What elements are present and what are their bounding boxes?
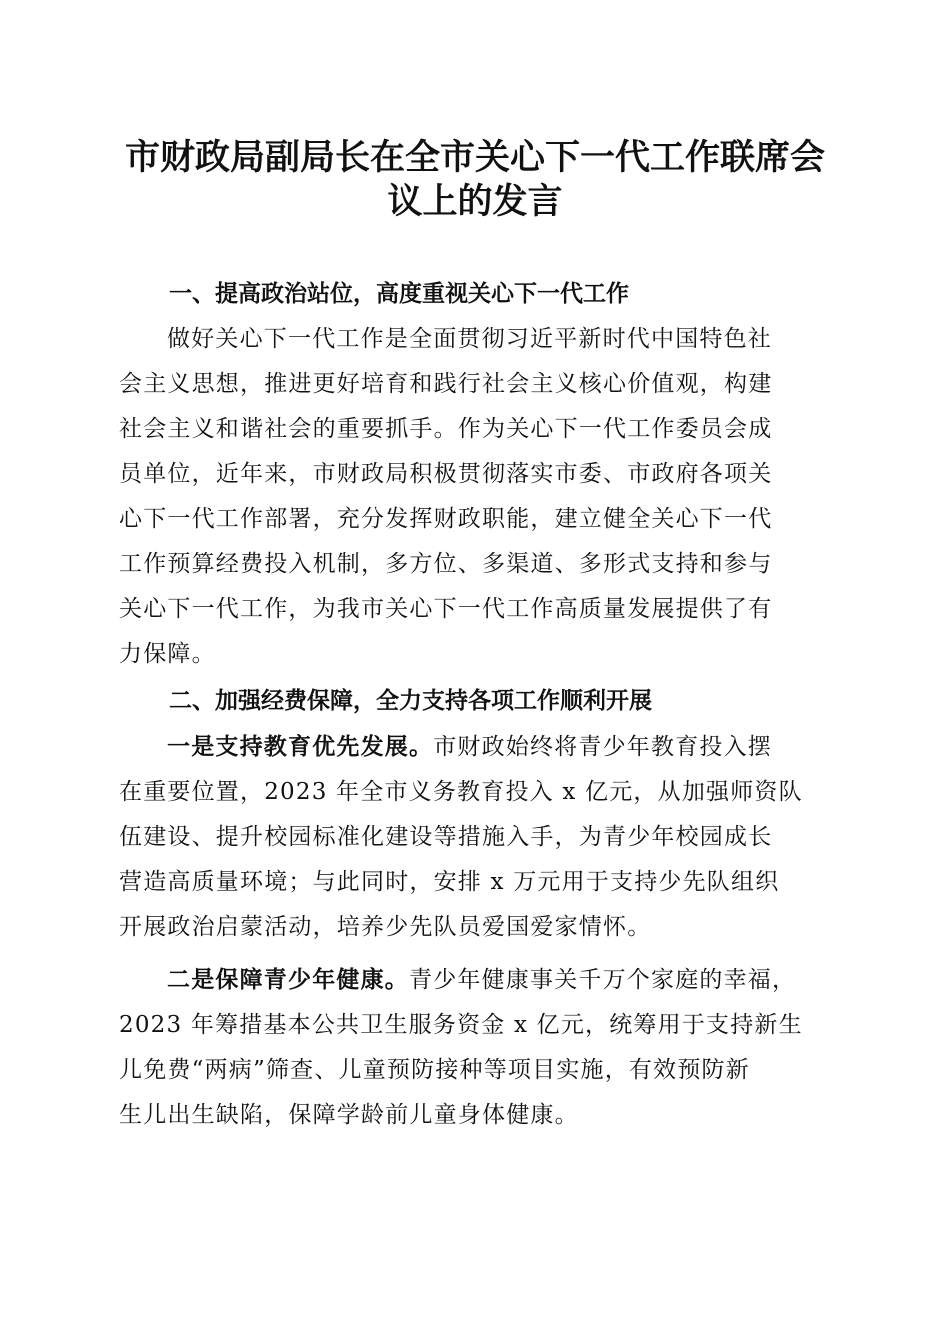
paragraph-line: 营造高质量环境；与此同时，安排 x 万元用于支持少先队组织	[119, 869, 780, 895]
document-title	[100, 136, 850, 224]
title-line-1: 市财政局副局长在全市关心下一代工作联席会	[124, 137, 825, 178]
paragraph-line: 生儿出生缺陷，保障学龄前儿童身体健康。	[119, 1102, 579, 1128]
paragraph-line: 2023 年筹措基本公共卫生服务资金 x 亿元，统筹用于支持新生	[119, 1012, 803, 1038]
paragraph-line	[119, 724, 831, 770]
paragraph-line: 做好关心下一代工作是全面贯彻习近平新时代中国特色社	[167, 326, 772, 352]
section-2-heading: 二、加强经费保障，全力支持各项工作顺利开展	[169, 688, 652, 714]
item-2-first-line-rest: 青少年健康事关千万个家庭的幸福，	[409, 967, 797, 993]
paragraph-line: 心下一代工作部署，充分发挥财政职能，建立健全关心下一代	[119, 506, 773, 532]
paragraph-line: 儿免费“两病”筛查、儿童预防接种等项目实施，有效预防新	[119, 1057, 750, 1083]
section-1-paragraph	[119, 317, 831, 677]
paragraph-line: 工作预算经费投入机制，多方位、多渠道、多形式支持和参与	[119, 551, 773, 577]
title-line-2: 议上的发言	[387, 181, 563, 222]
section-2-item-1-paragraph	[119, 724, 831, 950]
item-1-first-line-rest: 市财政始终将青少年教育投入摆	[433, 734, 773, 760]
document-body	[119, 272, 831, 1138]
item-2-lead: 二是保障青少年健康。	[167, 966, 409, 993]
paragraph-line: 在重要位置，2023 年全市义务教育投入 x 亿元，从加强师资队	[119, 779, 803, 805]
paragraph-line	[119, 957, 831, 1003]
section-1-heading: 一、提高政治站位，高度重视关心下一代工作	[169, 281, 629, 307]
paragraph-line: 会主义思想，推进更好培育和践行社会主义核心价值观，构建	[119, 371, 773, 397]
paragraph-line: 社会主义和谐社会的重要抓手。作为关心下一代工作委员会成	[119, 416, 773, 442]
paragraph-line: 员单位，近年来，市财政局积极贯彻落实市委、市政府各项关	[119, 461, 773, 487]
paragraph-line: 开展政治启蒙活动，培养少先队员爱国爱家情怀。	[119, 914, 652, 940]
item-1-lead: 一是支持教育优先发展。	[167, 733, 434, 760]
paragraph-line: 伍建设、提升校园标准化建设等措施入手，为青少年校园成长	[119, 824, 773, 850]
paragraph-line: 关心下一代工作，为我市关心下一代工作高质量发展提供了有	[119, 596, 773, 622]
section-2-item-2-paragraph	[119, 957, 831, 1138]
paragraph-line: 力保障。	[119, 641, 216, 667]
